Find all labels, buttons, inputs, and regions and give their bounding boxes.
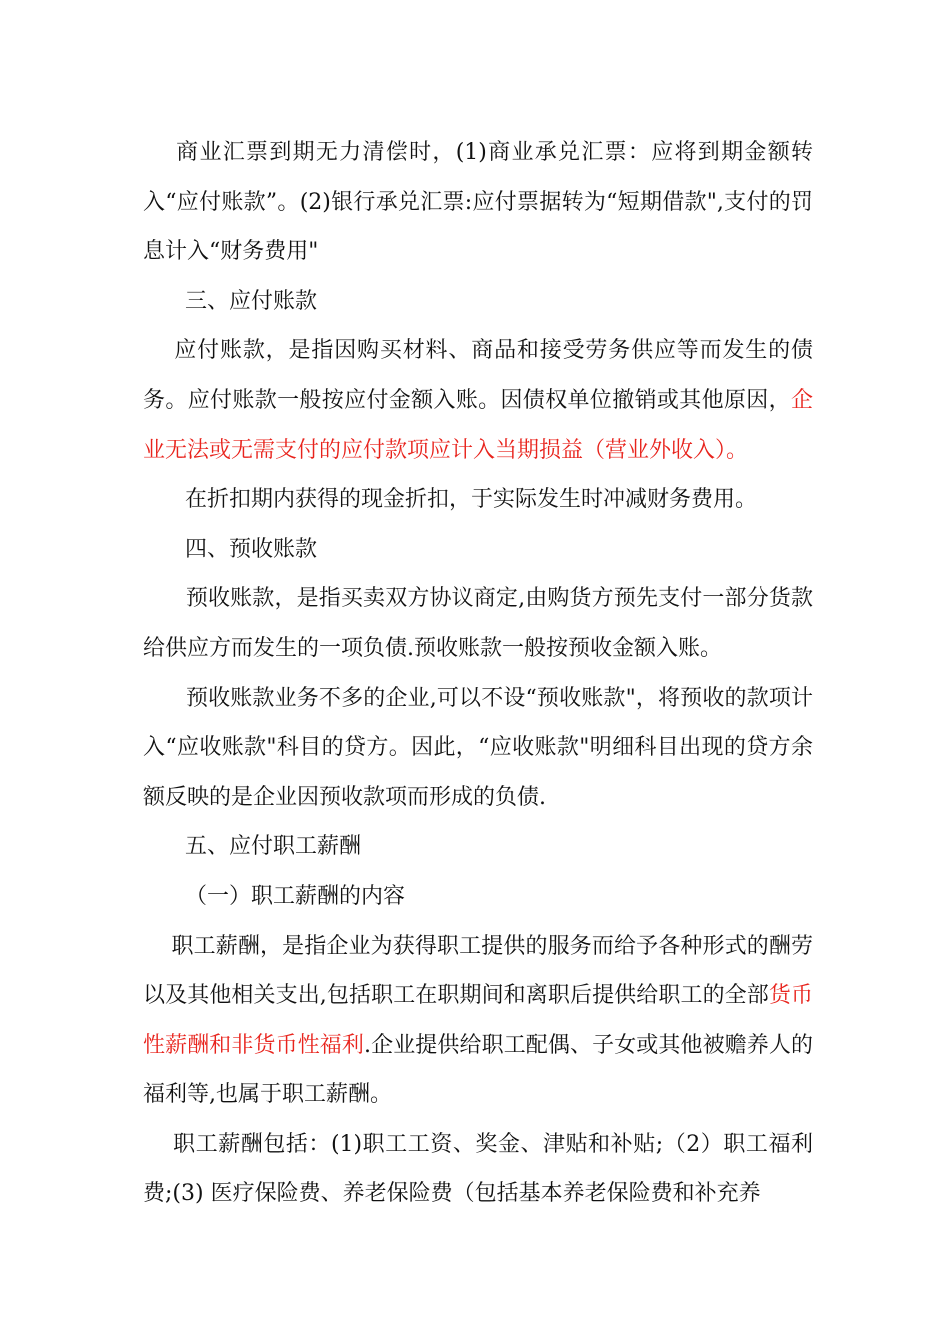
paragraph-commercial-draft xyxy=(0,128,813,277)
text-run: 应付账款，是指因购买材料、商品和接受劳务供应等而发生的债务。应付账款一般按应付金额入账。因债权单位撤销或其他原因， xyxy=(143,338,813,413)
text-run: 在折扣期内获得的现金折扣，于实际发生时冲减财务费用。 xyxy=(143,487,757,513)
highlighted-text-run: 货币性薪酬和非货币性福利 xyxy=(143,983,813,1058)
subsection-heading-compensation-content xyxy=(0,872,813,922)
document-body xyxy=(0,128,950,1219)
text-run: 职工薪酬，是指企业为获得职工提供的服务而给予各种形式的酬劳以及其他相关支出,包括职工在职期间和离职后提供给职工的全部 xyxy=(143,933,813,1009)
highlighted-text-run: 企业无法或无需支付的应付款项应计入当期损益（营业外收入）。 xyxy=(143,387,813,463)
text-run: 职工薪酬包括：(1)职工工资、奖金、津贴和补贴;（2）职工福利费;(3) 医疗保险费、养老保险费（包括基本养老保险费和补充养 xyxy=(143,1131,813,1207)
section-heading-advance-receipts xyxy=(0,525,813,575)
text-run: 三、应付账款 xyxy=(143,288,317,314)
paragraph-compensation-definition xyxy=(0,922,813,1120)
text-run: 预收账款，是指买卖双方协议商定,由购货方预先支付一部分货款给供应方而发生的一项负债.预收账款一般按预收金额入账。 xyxy=(143,586,813,661)
text-run: .企业提供给职工配偶、子女或其他被赡养人的福利等,也属于职工薪酬。 xyxy=(143,1032,813,1108)
paragraph-accounts-payable-definition xyxy=(0,326,813,475)
paragraph-cash-discount xyxy=(0,475,813,525)
paragraph-advance-receipts-definition xyxy=(0,574,813,673)
text-run: 预收账款业务不多的企业,可以不设“预收账款"，将预收的款项计入“应收账款"科目的贷方。因此，“应收账款"明细科目出现的贷方余额反映的是企业因预收款项而形成的负债. xyxy=(143,685,813,810)
text-run: 商业汇票到期无力清偿时，(1)商业承兑汇票：应将到期金额转入“应付账款”。(2)银行承兑汇票:应付票据转为“短期借款",支付的罚息计入“财务费用" xyxy=(143,140,813,265)
text-run: （一）职工薪酬的内容 xyxy=(143,883,405,909)
section-heading-employee-compensation xyxy=(0,822,813,872)
text-run: 四、预收账款 xyxy=(143,536,317,562)
section-heading-accounts-payable xyxy=(0,277,813,327)
paragraph-advance-receipts-accounting xyxy=(0,674,813,823)
paragraph-compensation-items xyxy=(0,1120,813,1219)
text-run: 五、应付职工薪酬 xyxy=(143,834,361,860)
